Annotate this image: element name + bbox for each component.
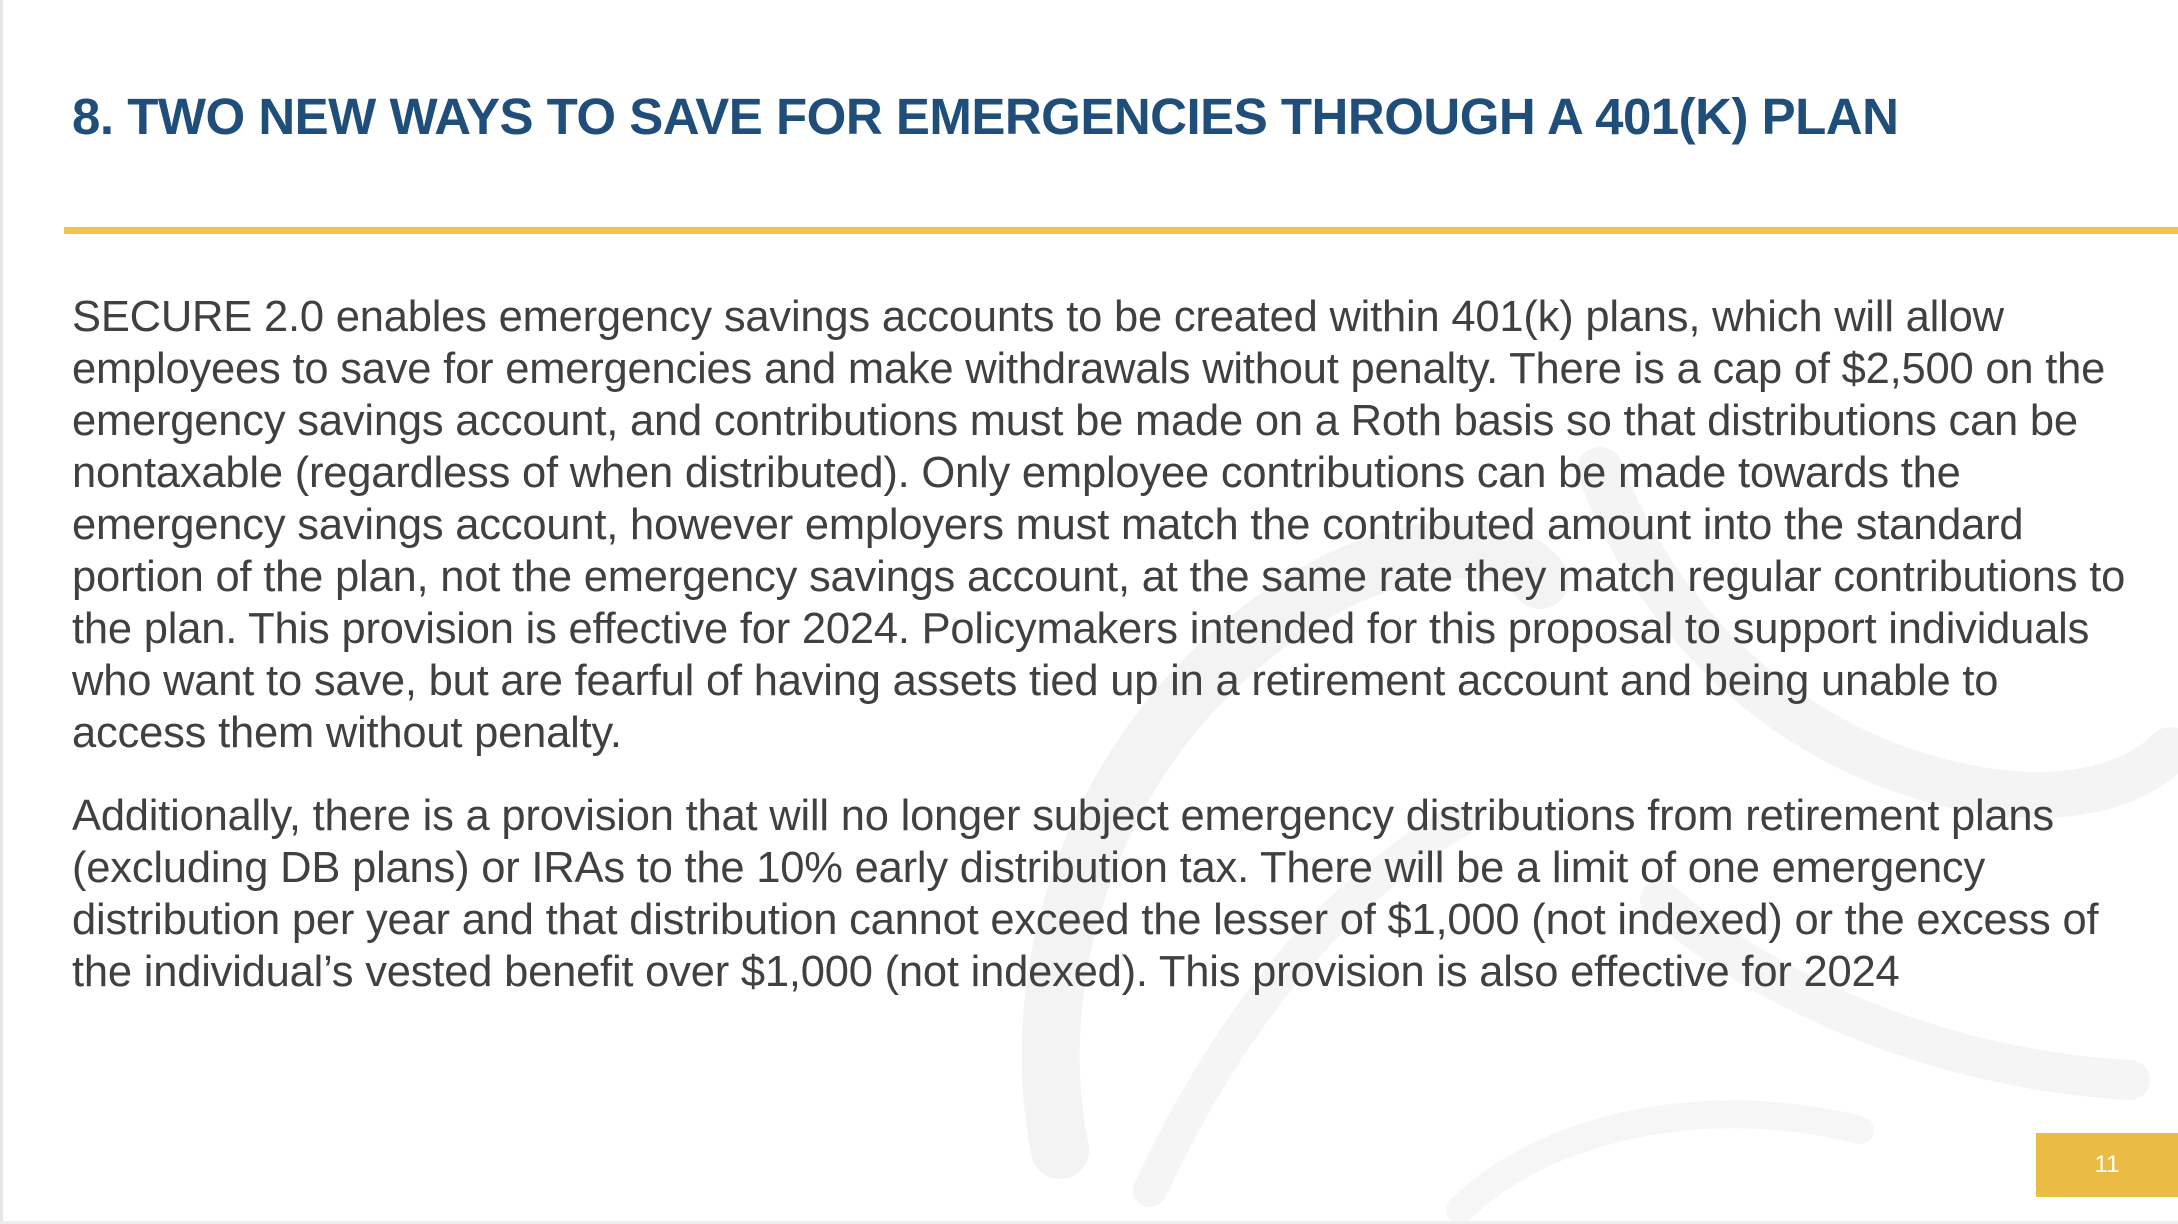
slide-body <box>72 291 2132 1029</box>
title-underline-rule <box>64 227 2178 234</box>
slide-title: 8. TWO NEW WAYS TO SAVE FOR EMERGENCIES THROUGH A 401(K) PLAN <box>72 88 1899 145</box>
page-number: 11 <box>2094 1151 2120 1178</box>
slide-left-edge <box>0 0 3 1224</box>
page-number-badge <box>2036 1133 2178 1197</box>
body-paragraph-emergency-savings: SECURE 2.0 enables emergency savings accounts to be created within 401(k) plans, which will allow employees to save for emergencies and make withdrawals without penalty. There is a cap of $2,500 on the emergency savings account, and contributions must be made on a Roth basis so that distributions can be nontaxable (regardless of when distributed). Only employee contributions can be made towards the emergency savings account, however employers must match the contributed amount into the standard portion of the plan, not the emergency savings account, at the same rate they match regular contributions to the plan. This provision is effective for 2024. Policymakers intended for this proposal to support individuals who want to save, but are fearful of having assets tied up in a retirement account and being unable to access them without penalty. <box>72 293 2126 757</box>
body-paragraph-emergency-distributions: Additionally, there is a provision that will no longer subject emergency distributions from retirement plans (excluding DB plans) or IRAs to the 10% early distribution tax. There will be a limit of one emergency distribution per year and that distribution cannot exceed the lesser of $1,000 (not indexed) or the excess of the individual’s vested benefit over $1,000 (not indexed). This provision is also effective for 2024 <box>72 792 2099 996</box>
